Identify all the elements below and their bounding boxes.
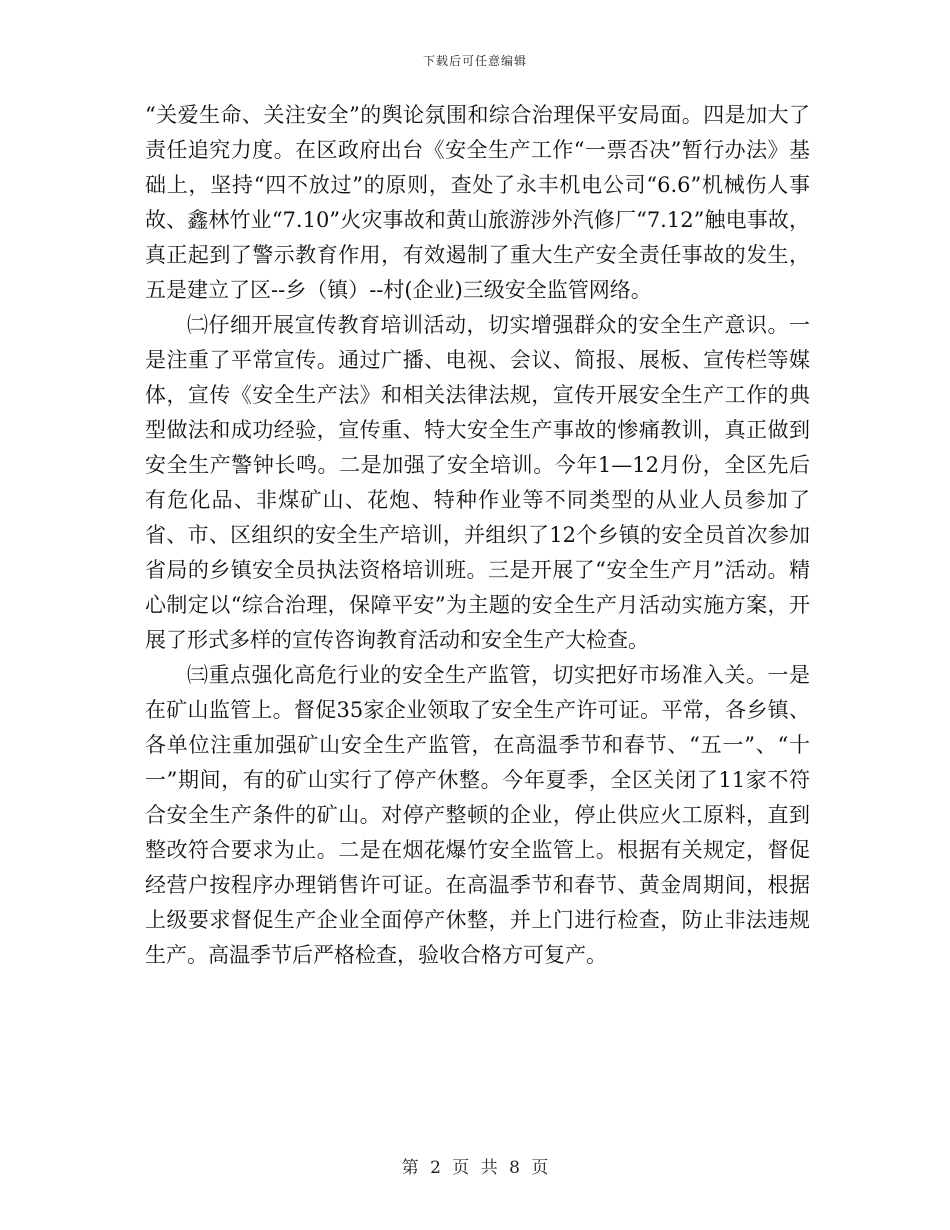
paragraph-1: “关爱生命、关注安全”的舆论氛围和综合治理保平安局面。四是加大了责任追究力度。在区政府出台《安全生产工作“一票否决”暂行办法》基础上，坚持“四不放过”的原则，查处了永丰机电公司“6.6”机械伤人事故、鑫林竹业“7.10”火灾事故和黄山旅游涉外汽修厂“7.12”触电事故，真正起到了警示教育作用，有效遏制了重大生产安全责任事故的发生，五是建立了区--乡（镇）--村(企业)三级安全监管网络。 (145, 103, 810, 302)
paragraph-2: ㈡仔细开展宣传教育培训活动，切实增强群众的安全生产意识。一是注重了平常宣传。通过广播、电视、会议、简报、展板、宣传栏等媒体，宣传《安全生产法》和相关法律法规，宣传开展安全生产工作的典型做法和成功经验，宣传重、特大安全生产事故的惨痛教训，真正做到安全生产警钟长鸣。二是加强了安全培训。今年1—12月份，全区先后有危化品、非煤矿山、花炮、特种作业等不同类型的从业人员参加了省、市、区组织的安全生产培训，并组织了12个乡镇的安全员首次参加省局的乡镇安全员执法资格培训班。三是开展了“安全生产月”活动。精心制定以“综合治理，保障平安”为主题的安全生产月活动实施方案，开展了形式多样的宣传咨询教育活动和安全生产大检查。 (145, 313, 810, 652)
page-footer: 第 2 页 共 8 页 (401, 1158, 549, 1178)
document-body (145, 98, 810, 973)
paragraph-3: ㈢重点强化高危行业的安全生产监管，切实把好市场准入关。一是在矿山监管上。督促35家企业领取了安全生产许可证。平常，各乡镇、各单位注重加强矿山安全生产监管，在高温季节和春节、“五一”、“十一”期间，有的矿山实行了停产休整。今年夏季，全区关闭了11家不符合安全生产条件的矿山。对停产整顿的企业，停止供应火工原料，直到整改符合要求为止。二是在烟花爆竹安全监管上。根据有关规定，督促经营户按程序办理销售许可证。在高温季节和春节、黄金周期间，根据上级要求督促生产企业全面停产休整，并上门进行检查，防止非法违规生产。高温季节后严格检查，验收合格方可复产。 (145, 663, 810, 967)
page-header: 下载后可任意编辑 (422, 54, 527, 68)
